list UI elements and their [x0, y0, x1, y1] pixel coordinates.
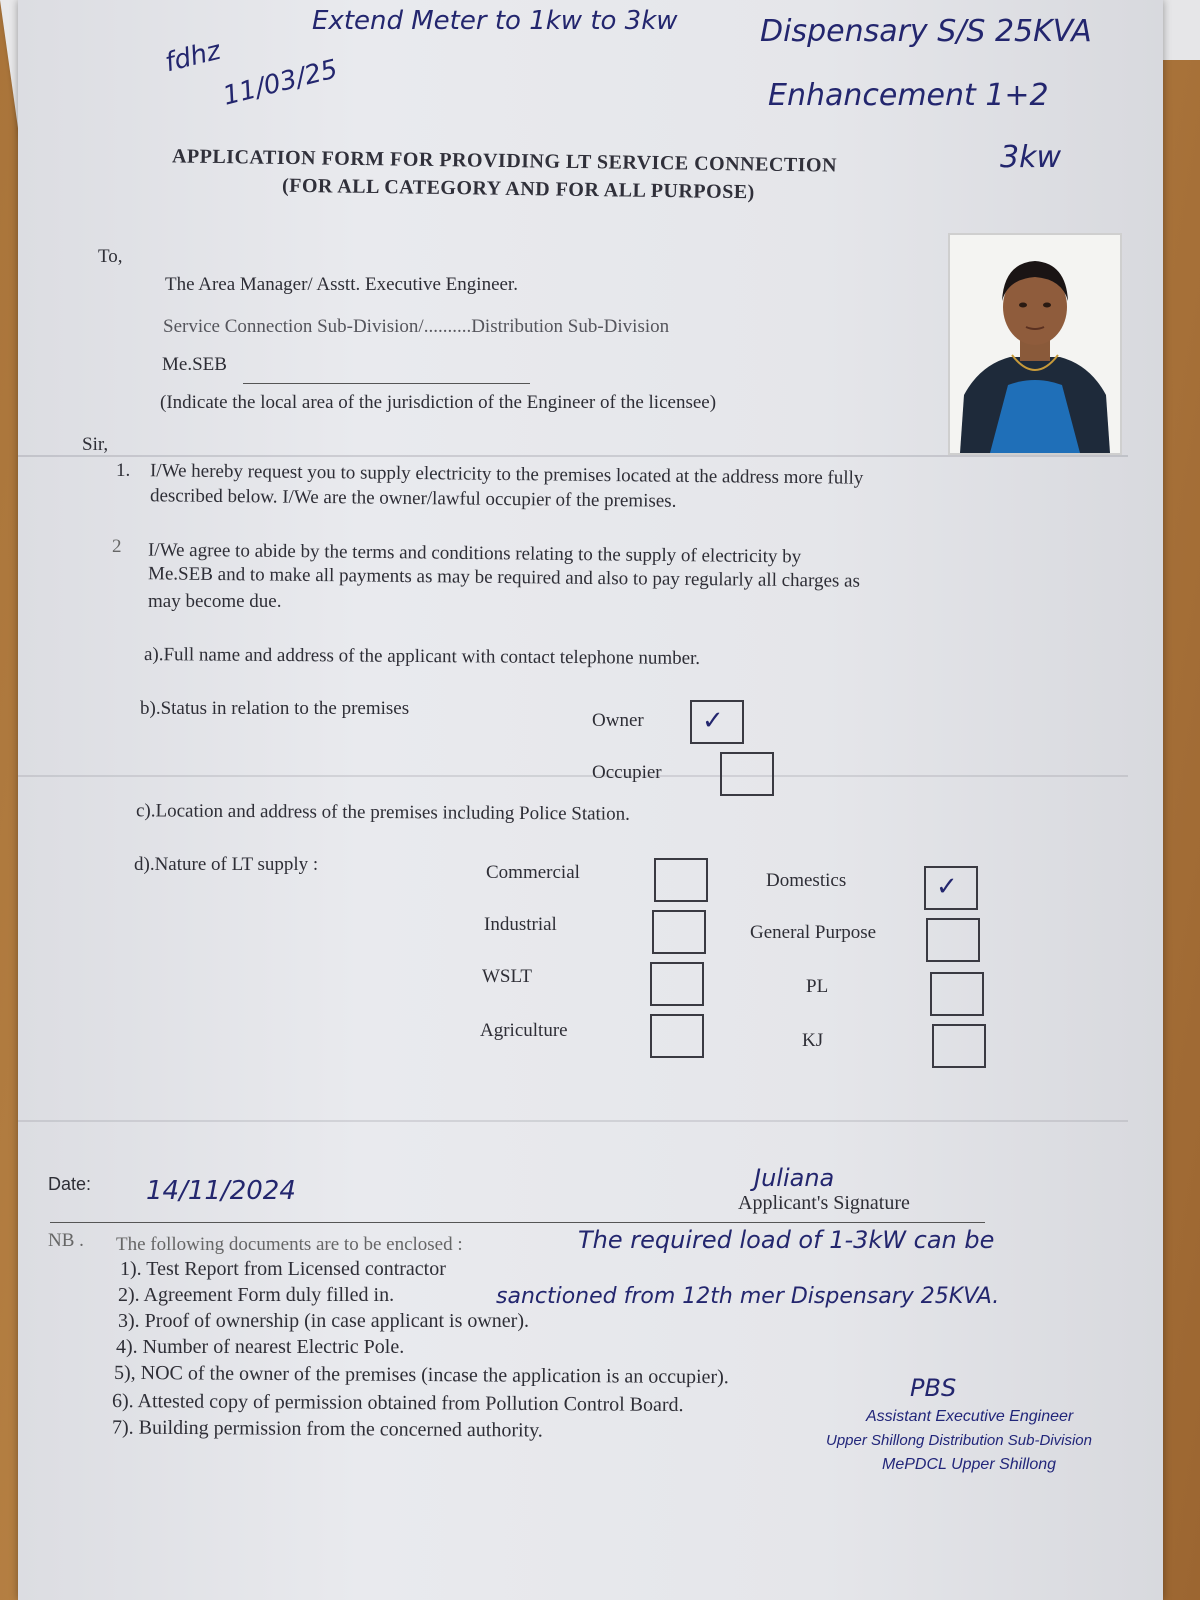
document-item: 5), NOC of the owner of the premises (incase the application is an occupier).	[113, 1361, 729, 1389]
commercial-checkbox[interactable]	[654, 858, 708, 902]
annotation-extend-meter: Extend Meter to 1kw to 3kw	[312, 6, 678, 36]
item-b: b).Status in relation to the premises	[140, 698, 410, 719]
status-occupier-label: Occupier	[592, 762, 662, 783]
nb-text: The following documents are to be enclosed :	[116, 1234, 463, 1255]
document-item: 3). Proof of ownership (in case applicant is owner).	[118, 1310, 529, 1332]
supply-pl-label: PL	[806, 976, 829, 997]
general-purpose-checkbox[interactable]	[926, 918, 980, 962]
signature-label: Applicant's Signature	[738, 1192, 910, 1214]
para2-line-2: Me.SEB and to make all payments as may be required and also to pay regularly all charges as	[147, 563, 861, 592]
remark-line-2: sanctioned from 12th mer Dispensary 25KVA.	[496, 1284, 1000, 1309]
supply-general-purpose-label: General Purpose	[750, 922, 877, 943]
item-d: d).Nature of LT supply :	[134, 854, 319, 875]
addressee-line-3: Me.SEB	[162, 354, 227, 375]
form-title: APPLICATION FORM FOR PROVIDING LT SERVICE CONNECTION	[171, 145, 838, 177]
date-label: Date:	[48, 1174, 92, 1194]
to-label: To,	[98, 246, 123, 267]
occupier-checkbox[interactable]	[720, 752, 774, 796]
fold-line	[18, 775, 1128, 777]
supply-commercial-label: Commercial	[486, 862, 580, 883]
applicant-signature: Juliana	[754, 1164, 835, 1192]
domestics-checkbox[interactable]	[924, 866, 978, 910]
date-value: 14/11/2024	[146, 1176, 296, 1206]
supply-kj-label: KJ	[802, 1030, 824, 1051]
nb-label: NB .	[48, 1230, 84, 1251]
para2-line-1: I/We agree to abide by the terms and conditions relating to the supply of electricity by	[147, 539, 802, 568]
owner-checkbox[interactable]	[690, 700, 744, 744]
salutation: Sir,	[82, 434, 109, 455]
wslt-checkbox[interactable]	[650, 962, 704, 1006]
item-c: c).Location and address of the premises including Police Station.	[135, 800, 630, 825]
annotation-kw: 3kw	[1000, 140, 1061, 175]
agriculture-checkbox[interactable]	[650, 1014, 704, 1058]
fold-line	[18, 1120, 1128, 1122]
supply-agriculture-label: Agriculture	[480, 1020, 568, 1041]
industrial-checkbox[interactable]	[652, 910, 706, 954]
document-item: 4). Number of nearest Electric Pole.	[116, 1336, 405, 1358]
supply-domestics-label: Domestics	[766, 870, 847, 891]
annotation-initial-date: 11/03/25	[220, 54, 341, 112]
status-owner-label: Owner	[592, 710, 644, 731]
stamp-line-1: Assistant Executive Engineer	[866, 1408, 1074, 1425]
para1-number: 1.	[116, 460, 131, 481]
pl-checkbox[interactable]	[930, 972, 984, 1016]
addressee-line-1: The Area Manager/ Asstt. Executive Engineer.	[165, 274, 518, 295]
supply-wslt-label: WSLT	[482, 966, 532, 987]
checkmark-icon: ✓	[936, 872, 958, 902]
document-item: 7). Building permission from the concerned authority.	[111, 1416, 543, 1442]
addressee-note: (Indicate the local area of the jurisdiction of the Engineer of the licensee)	[160, 392, 717, 413]
remark-line-1: The required load of 1-3kW can be	[578, 1226, 995, 1254]
supply-industrial-label: Industrial	[484, 914, 557, 935]
checkmark-icon: ✓	[702, 706, 724, 736]
stamp-line-3: MePDCL Upper Shillong	[882, 1456, 1057, 1473]
stamp-line-2: Upper Shillong Distribution Sub-Division	[826, 1432, 1092, 1449]
addressee-line-2: Service Connection Sub-Division/..........Distribution Sub-Division	[163, 316, 670, 337]
annotation-initial-signature: fdhz	[162, 35, 224, 79]
form-subtitle: (FOR ALL CATEGORY AND FOR ALL PURPOSE)	[281, 174, 755, 204]
document-item: 2). Agreement Form duly filled in.	[118, 1284, 395, 1306]
annotation-dispensary: Dispensary S/S 25KVA	[760, 14, 1092, 49]
applicant-photo	[948, 233, 1122, 455]
item-a: a).Full name and address of the applicant with contact telephone number.	[143, 644, 701, 669]
aee-signature: PBS	[910, 1374, 957, 1402]
annotation-enhancement: Enhancement 1+2	[768, 78, 1049, 113]
para2-number: 2	[112, 536, 122, 557]
addressee-blank-line	[243, 383, 530, 384]
fold-line	[18, 455, 1128, 457]
document-item: 6). Attested copy of permission obtained from Pollution Control Board.	[111, 1390, 684, 1416]
signature-divider	[50, 1222, 985, 1223]
para1-line-1: I/We hereby request you to supply electricity to the premises located at the address more fully	[149, 460, 864, 489]
document-item: 1). Test Report from Licensed contractor	[120, 1258, 446, 1280]
kj-checkbox[interactable]	[932, 1024, 986, 1068]
para2-line-3: may become due.	[148, 591, 282, 612]
applicant-photo-image	[950, 235, 1120, 453]
para1-line-2: described below. I/We are the owner/lawful occupier of the premises.	[149, 485, 677, 512]
